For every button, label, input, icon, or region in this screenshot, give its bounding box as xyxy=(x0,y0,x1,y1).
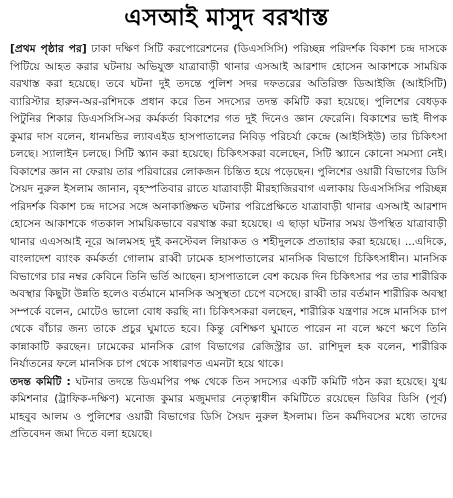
headline: এসআই মাসুদ বরখাস্ত xyxy=(124,4,329,31)
article-paragraph-1 xyxy=(10,40,447,373)
article-paragraph-2 xyxy=(10,373,447,443)
continued-label: [প্রথম পৃষ্ঠার পর] xyxy=(10,42,87,55)
headline-area xyxy=(0,0,453,36)
subhead-investigation-committee: তদন্ত কমিটি : xyxy=(10,374,71,388)
paragraph-1-text: ঢাকা দক্ষিণ সিটি করপোরেশনের (ডিএসসিসি) পরিচ্ছন্ন পরিদর্শক বিকাশ চন্দ্র দাসকে পিটিয়ে আহত করার ঘটনায় অভিযুক্ত যাত্রাবাড়ী থানার এসআই আরশাদ হোসেন আকাশকে সাময়িক বরখাস্ত করা হয়েছে। তবে ঘটনা দুই তদন্তে পুলিশ সদর দফতরের অতিরিক্ত ডিআইজি (আইসিটি) ব্যারিস্টার হারুন-অর-রশিদকে প্রধান করে তিন সদস্যের তদন্ত কমিটি করা হয়েছে। পুলিশের বেধড়ক পিটুনির শিকার ডিএসসিসি-সর কর্মকর্তা বিকাশের গত দুই দিনেও জ্ঞান ফেরেনি। বিকাশের ভাই দীপক কুমার দাস বলেন, ধানমন্ডির ল্যাবএইড হাসপাতালের নিবিড় পরিচর্যা কেন্দ্রে (আইসিইউ) তার চিকিৎসা চলছে। স্যালাইন চলছে। সিটি স্ক্যান করা হয়েছে। চিকিৎসকরা বলেছেন, সিটি স্ক্যানে কোনো সমস্যা নেই। বিকাশের জ্ঞান না ফেরায় তার পরিবারের লোকজন চিন্তিত হয়ে পড়েছেন। পুলিশের ওয়ারী বিভাগের ডিসি সৈয়দ নুরুল ইসলাম জানান, বৃহস্পতিবার রাতে যাত্রাবাড়ী মীরহাজিরবাগ এলাকায় ডিএসসিসির পরিচ্ছন্ন পরিদর্শক বিকাশ চন্দ্র দাসের সঙ্গে অনাকাঙ্ক্ষিত ঘটনার পরিপ্রেক্ষিতে যাত্রাবাড়ী থানার এসআই আরশাদ হোসেন আকাশকে গতকাল সাময়িকভাবে বরখাস্ত করা হয়েছে। এ ছাড়া ঘটনার সময় উপস্থিত যাত্রাবাড়ী থানার এএসআই নূরে আলমসহ দুই কনস্টেবল লিয়াকত ও শহীদুলকে প্রত্যাহার করা হয়েছে। ...এদিকে, বাংলাদেশ ব্যাংক কর্মকর্তা গোলাম রাব্বী ঢামেক হাসপাতালের মানসিক বিভাগে চিকিৎসাধীন। মানসিক বিভাগের চার নম্বর কেবিনে তিনি ভর্তি আছেন। হাসপাতালে বেশ কয়েক দিন চিকিৎসার পর তার শারীরিক অবস্থার কিছুটা উন্নতি হলেও বর্তমানে মানসিক অসুস্থতা চেপে বসেছে। রাব্বী তার বর্তমান শারীরিক অবস্থা সম্পর্কে বলেন, মোটেও ভালো বোধ করছি না। চিকিৎসকরা বলছেন, শারীরিক যন্ত্রণার সঙ্গে মানসিক চাপ থেকে বাঁচার জন্য তাকে প্রচুর ঘুমাতে হবে। কিন্তু বেশিক্ষণ ঘুমাতে পারেন না বলে ক্ষণে ক্ষণে তিনি কান্নাকাটি করছেন। ঢামেকের মানসিক রোগ বিভাগের রেজিস্ট্রার ডা. রাশিদুল হক বলেন, শারীরিক নির্যাতনের ফলে মানসিক চাপ থেকে সাধারণত এমনটা হয়ে থাকে। xyxy=(10,42,447,370)
article-body xyxy=(10,40,447,494)
paragraph-2-text: ঘটনার তদন্তে ডিএমপির পক্ষ থেকে তিন সদস্যের একটি কমিটি গঠন করা হয়েছে। যুগ্ম কমিশনার (ট্রাফিক-দক্ষিণ) মনোজ কুমার মজুমদার নেতৃত্বাধীন কমিটিতে রয়েছেন ডিবির ডিসি (পূর্ব) মাহবুব আলম ও পুলিশের ওয়ারী বিভাগের ডিসি সৈয়দ নুরুল ইসলাম। তিন কর্মদিবসের মধ্যে তাদের প্রতিবেদন জমা দিতে বলা হয়েছে। xyxy=(10,374,447,440)
